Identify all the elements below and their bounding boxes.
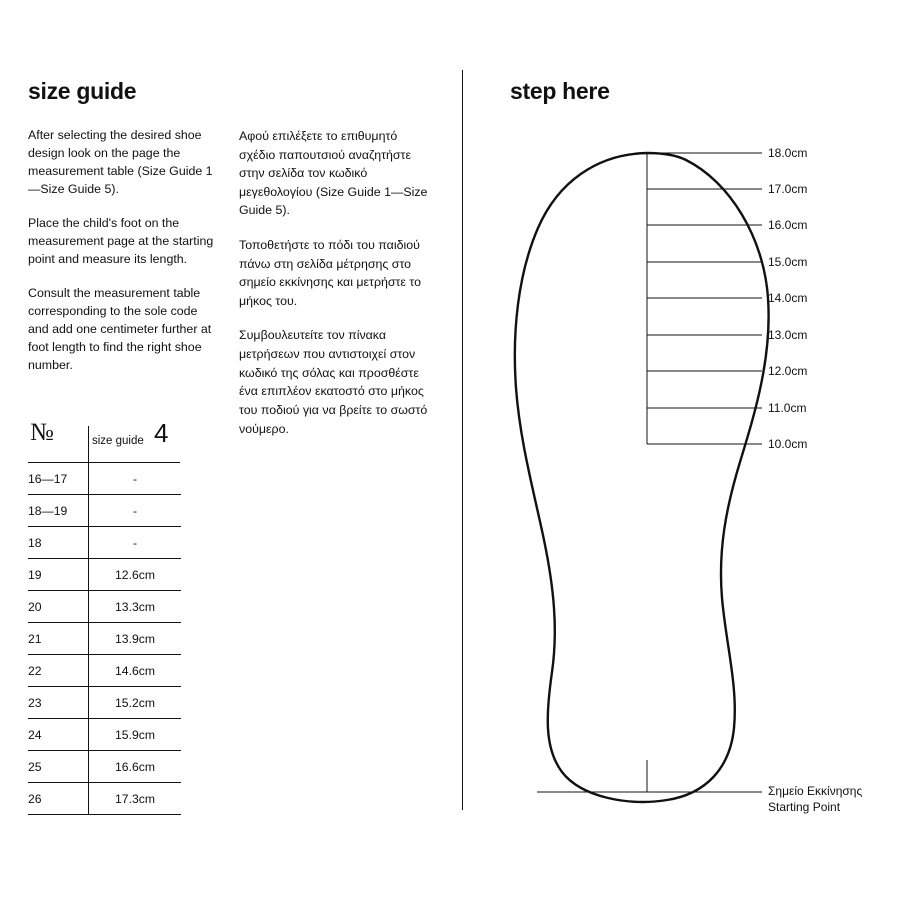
tick-label: 16.0cm: [768, 218, 808, 232]
table-cell-length: 15.9cm: [89, 719, 182, 751]
table-cell-length: -: [89, 495, 182, 527]
table-cell-length: 14.6cm: [89, 655, 182, 687]
size-guide-label: size guide: [92, 435, 144, 447]
intro-en-paragraph-3: Consult the measurement table corresponding to the sole code and add one centimeter further at foot length to find the right shoe number.: [28, 285, 212, 372]
size-table-section: [28, 420, 180, 815]
starting-point-english: Starting Point: [768, 799, 841, 814]
table-row: [28, 527, 181, 559]
table-row: [28, 591, 181, 623]
page-title: size guide: [28, 78, 137, 104]
table-cell-length: -: [89, 527, 182, 559]
table-cell-number: 21: [28, 623, 89, 655]
intro-english: [28, 127, 217, 438]
table-row: [28, 559, 181, 591]
tick-label: 17.0cm: [768, 182, 808, 196]
table-cell-number: 24: [28, 719, 89, 751]
table-cell-number: 23: [28, 687, 89, 719]
intro-en-paragraph-1: After selecting the desired shoe design look on the page the measurement table (Size Guide 1—Size Guide 5).: [28, 128, 213, 196]
sole-shape: [515, 153, 769, 802]
table-row: [28, 719, 181, 751]
table-cell-length: -: [89, 463, 182, 495]
table-row: [28, 463, 181, 495]
tick-lines: [647, 153, 762, 444]
size-guide-panel: [28, 78, 428, 438]
intro-greek: [239, 127, 428, 438]
table-row: [28, 495, 181, 527]
tick-label: 12.0cm: [768, 364, 808, 378]
tick-label: 14.0cm: [768, 291, 808, 305]
sole-outline-icon: [462, 120, 900, 820]
table-cell-length: 16.6cm: [89, 751, 182, 783]
tick-label: 15.0cm: [768, 255, 808, 269]
table-row: [28, 623, 181, 655]
starting-point-greek: Σημείο Εκκίνησης: [768, 784, 863, 798]
intro-el-paragraph-2: Τοποθετήστε το πόδι του παιδιού πάνω στη σελίδα μέτρησης στο σημείο εκκίνησης και μετρήστε το μήκος του.: [239, 238, 422, 308]
table-row: [28, 783, 181, 815]
table-cell-length: 17.3cm: [89, 783, 182, 815]
table-cell-number: 26: [28, 783, 89, 815]
sole-measurement-diagram: [462, 120, 900, 820]
table-cell-length: 12.6cm: [89, 559, 182, 591]
table-cell-number: 16—17: [28, 463, 89, 495]
size-table: [28, 463, 181, 815]
size-table-header: [28, 420, 180, 463]
table-cell-number: 19: [28, 559, 89, 591]
table-cell-length: 13.9cm: [89, 623, 182, 655]
tick-label: 10.0cm: [768, 437, 808, 451]
intro-columns: [28, 127, 428, 438]
table-cell-length: 15.2cm: [89, 687, 182, 719]
number-symbol: №: [30, 419, 54, 446]
intro-el-paragraph-3: Συμβουλευτείτε τον πίνακα μετρήσεων που αντιστοιχεί στον κωδικό της σόλας και προσθέστε ένα επιπλέον εκατοστό στο μήκος του ποδιού για να βρείτε το σωστό νούμερο.: [239, 328, 428, 436]
tick-label: 11.0cm: [768, 401, 807, 415]
intro-en-paragraph-2: Place the child's foot on the measurement page at the starting point and measure its length.: [28, 215, 214, 266]
header-divider: [88, 426, 89, 462]
table-row: [28, 751, 181, 783]
step-here-title: step here: [510, 78, 610, 104]
table-row: [28, 687, 181, 719]
tick-label: 18.0cm: [768, 146, 808, 160]
starting-point-label: [768, 784, 862, 815]
table-cell-number: 25: [28, 751, 89, 783]
tick-label: 13.0cm: [768, 328, 808, 342]
table-cell-number: 20: [28, 591, 89, 623]
table-row: [28, 655, 181, 687]
table-cell-number: 22: [28, 655, 89, 687]
size-guide-number: 4: [154, 418, 169, 448]
table-cell-length: 13.3cm: [89, 591, 182, 623]
table-cell-number: 18: [28, 527, 89, 559]
intro-el-paragraph-1: Αφού επιλέξετε το επιθυμητό σχέδιο παπουτσιού αναζητήστε στην σελίδα τον κωδικό μεγεθολογίου (Size Guide 1—Size Guide 5).: [239, 129, 428, 218]
table-cell-number: 18—19: [28, 495, 89, 527]
